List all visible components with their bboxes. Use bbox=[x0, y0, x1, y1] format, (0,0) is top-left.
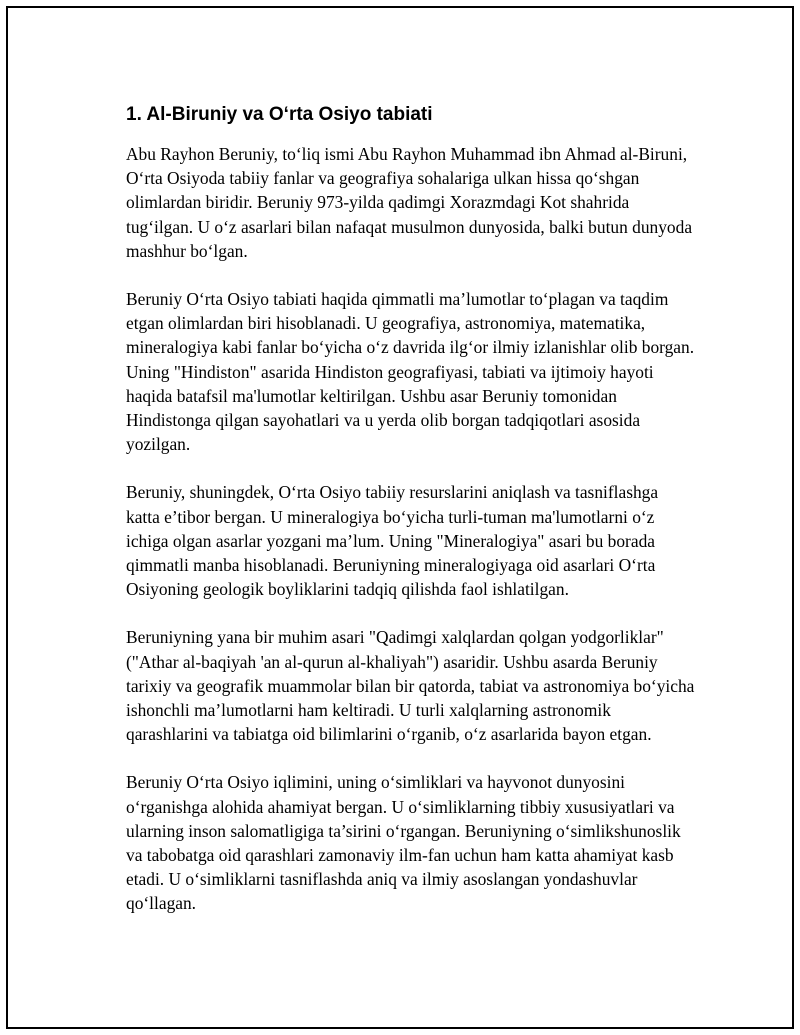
paragraph-5: Beruniy O‘rta Osiyo iqlimini, uning o‘simliklari va hayvonot dunyosini o‘rganishga alohida ahamiyat bergan. U o‘simliklarning tibbiy xususiyatlari va ularning inson salomatligiga ta’sirini o‘rgangan. Beruniyning o‘simlikshunoslik va tabobatga oid qarashlari zamonaviy ilm-fan uchun ham katta ahamiyat kasb etadi. U o‘simliklarni tasniflashda aniq va ilmiy asoslangan yondashuvlar qo‘llagan. bbox=[126, 772, 681, 914]
section-heading: 1. Al-Biruniy va O‘rta Osiyo tabiati bbox=[126, 104, 433, 125]
document-body bbox=[126, 100, 696, 940]
paragraph-3: Beruniy, shuningdek, O‘rta Osiyo tabiiy resurslarini aniqlash va tasniflashga katta e’tibor bergan. U mineralogiya bo‘yicha turli-tuman ma'lumotlarni o‘z ichiga olgan asarlar yozgani ma’lum. Uning "Mineralogiya" asari bu borada qimmatli manba hisoblanadi. Beruniyning mineralogiyaga oid asarlari O‘rta Osiyoning geologik boyliklarini tadqiq qilishda faol ishlatilgan. bbox=[126, 482, 659, 600]
paragraph-1: Abu Rayhon Beruniy, to‘liq ismi Abu Rayhon Muhammad ibn Ahmad al-Biruni, O‘rta Osiyoda tabiiy fanlar va geografiya sohalariga ulkan hissa qo‘shgan olimlardan biridir. Beruniy 973-yilda qadimgi Xorazmdagi Kot shahrida tug‘ilgan. U o‘z asarlari bilan nafaqat musulmon dunyosida, balki butun dunyoda mashhur bo‘lgan. bbox=[126, 144, 693, 261]
paragraph-2: Beruniy O‘rta Osiyo tabiati haqida qimmatli ma’lumotlar to‘plagan va taqdim etgan olimlardan biri hisoblanadi. U geografiya, astronomiya, matematika, mineralogiya kabi fanlar bo‘yicha o‘z davrida ilg‘or ilmiy izlanishlar olib borgan. Uning "Hindiston" asarida Hindiston geografiyasi, tabiati va ijtimoiy hayoti haqida batafsil ma'lumotlar keltirilgan. Ushbu asar Beruniy tomonidan Hindistonga qilgan sayohatlari va u yerda olib borgan tadqiqotlari asosida yozilgan. bbox=[126, 289, 695, 455]
paragraph-4: Beruniyning yana bir muhim asari "Qadimgi xalqlardan qolgan yodgorliklar" ("Athar al-baqiyah 'an al-qurun al-khaliyah") asaridir. Ushbu asarda Beruniy tarixiy va geografik muammolar bilan bir qatorda, tabiat va astronomiya bo‘yicha ishonchli ma’lumotlarni ham keltiradi. U turli xalqlarning astronomik qarashlarini va tabiatga oid bilimlarini o‘rganib, o‘z asarlarida bayon etgan. bbox=[126, 627, 695, 745]
page-frame bbox=[6, 6, 794, 1029]
